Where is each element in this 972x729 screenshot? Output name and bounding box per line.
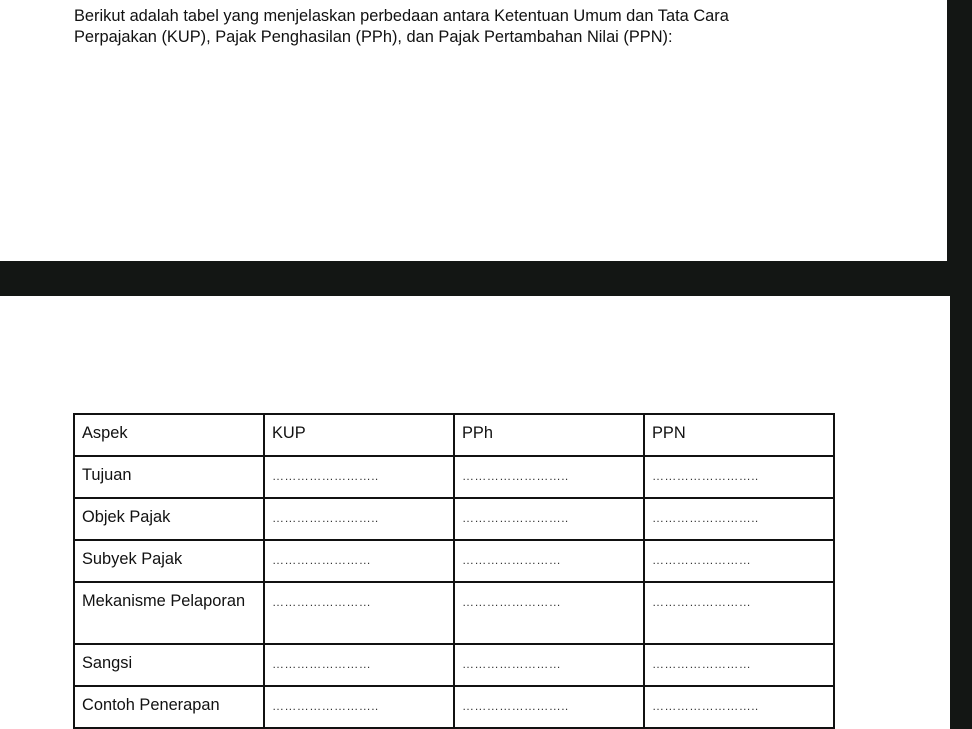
blank-line: ……………………: [272, 657, 372, 671]
cell-pph[interactable]: [454, 456, 644, 498]
blank-line: ……………………..: [272, 469, 379, 483]
cell-ppn[interactable]: [644, 456, 834, 498]
blank-line: ……………………..: [462, 511, 569, 525]
cell-kup[interactable]: [264, 644, 454, 686]
cell-kup[interactable]: [264, 456, 454, 498]
cell-pph[interactable]: [454, 498, 644, 540]
intro-line-1: Berikut adalah tabel yang menjelaskan perbedaan antara Ketentuan Umum dan Tata Cara: [74, 7, 729, 25]
header-aspek: Aspek: [74, 414, 264, 456]
intro-line-2: Perpajakan (KUP), Pajak Penghasilan (PPh), dan Pajak Pertambahan Nilai (PPN):: [74, 28, 673, 46]
table-row: [74, 582, 834, 644]
cell-ppn[interactable]: [644, 686, 834, 728]
intro-paragraph: [74, 6, 834, 48]
row-aspek: Subyek Pajak: [74, 540, 264, 582]
blank-line: ……………………: [462, 657, 562, 671]
blank-line: ……………………: [272, 595, 372, 609]
cell-ppn[interactable]: [644, 498, 834, 540]
page-top: [0, 0, 947, 261]
page-bottom: [0, 296, 950, 729]
blank-line: ……………………..: [272, 699, 379, 713]
row-aspek: Sangsi: [74, 644, 264, 686]
cell-pph[interactable]: [454, 540, 644, 582]
header-pph: PPh: [454, 414, 644, 456]
cell-pph[interactable]: [454, 644, 644, 686]
blank-line: ……………………..: [462, 469, 569, 483]
table-row: [74, 540, 834, 582]
cell-kup[interactable]: [264, 582, 454, 644]
cell-ppn[interactable]: [644, 582, 834, 644]
blank-line: ……………………..: [272, 511, 379, 525]
cell-ppn[interactable]: [644, 540, 834, 582]
row-aspek: Mekanisme Pelaporan: [74, 582, 264, 644]
cell-kup[interactable]: [264, 498, 454, 540]
blank-line: ……………………: [272, 553, 372, 567]
cell-kup[interactable]: [264, 686, 454, 728]
blank-line: ……………………..: [652, 511, 759, 525]
table-header-row: [74, 414, 834, 456]
row-aspek: Objek Pajak: [74, 498, 264, 540]
cell-pph[interactable]: [454, 686, 644, 728]
table-row: [74, 644, 834, 686]
blank-line: ……………………..: [652, 469, 759, 483]
cell-kup[interactable]: [264, 540, 454, 582]
blank-line: ……………………: [462, 553, 562, 567]
blank-line: ……………………: [652, 657, 752, 671]
header-kup: KUP: [264, 414, 454, 456]
cell-ppn[interactable]: [644, 644, 834, 686]
blank-line: ……………………: [652, 595, 752, 609]
table-row: [74, 498, 834, 540]
row-aspek: Contoh Penerapan: [74, 686, 264, 728]
blank-line: ……………………..: [652, 699, 759, 713]
blank-line: ……………………: [462, 595, 562, 609]
blank-line: ……………………: [652, 553, 752, 567]
cell-pph[interactable]: [454, 582, 644, 644]
comparison-table: [73, 413, 835, 729]
row-aspek: Tujuan: [74, 456, 264, 498]
table-row: [74, 456, 834, 498]
table-row: [74, 686, 834, 728]
header-ppn: PPN: [644, 414, 834, 456]
blank-line: ……………………..: [462, 699, 569, 713]
